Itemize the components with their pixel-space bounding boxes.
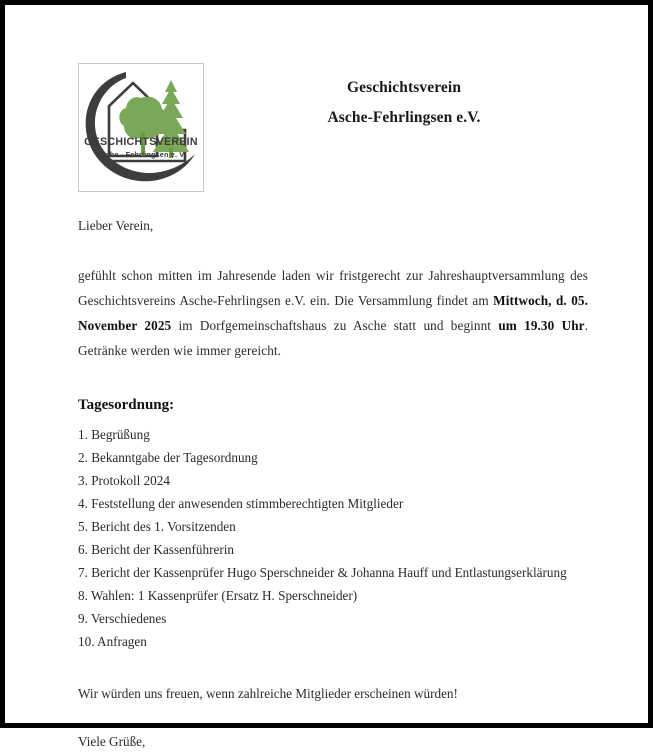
- signoff: Viele Grüße,: [78, 734, 146, 749]
- closing-line: Wir würden uns freuen, wenn zahlreiche Mitglieder erscheinen würden!: [78, 686, 458, 701]
- list-item: 1. Begrüßung: [78, 427, 150, 442]
- org-name-line1: Geschichtsverein: [346, 79, 462, 96]
- logo-title-text: GESCHICHTSVEREIN: [84, 136, 198, 148]
- intro-paragraph: [78, 263, 588, 363]
- logo-graphic: [79, 64, 203, 191]
- list-item: 7. Bericht der Kassenprüfer Hugo Sperschneider & Johanna Hauff und Entlastungserklärung: [78, 565, 567, 580]
- list-item: 2. Bekanntgabe der Tagesordnung: [78, 450, 258, 465]
- org-name-line2: Asche-Fehrlingsen e.V.: [327, 109, 481, 126]
- agenda-list: [78, 423, 588, 653]
- list-item: 9. Verschiedenes: [78, 611, 167, 626]
- list-item: 4. Feststellung der anwesenden stimmberechtigten Mitglieder: [78, 496, 404, 511]
- intro-part-1: gefühlt schon mitten im Jahresende laden wir fristgerecht zur Jahreshauptversammlung des Geschichtsvereins Asche-Fehrlingsen e.V. ein. Die Versammlung findet am: [78, 268, 588, 308]
- agenda-heading: Tagesordnung:: [78, 397, 175, 413]
- intro-part-3: . Getränke werden wie immer gereicht.: [78, 318, 589, 358]
- letter-body: [78, 215, 588, 753]
- page-content-area: [5, 5, 648, 749]
- meeting-date: Mittwoch, d. 05. November 2025: [78, 293, 588, 333]
- list-item: 8. Wahlen: 1 Kassenprüfer (Ersatz H. Sperschneider): [78, 588, 358, 603]
- list-item: 3. Protokoll 2024: [78, 473, 170, 488]
- organization-title: [218, 73, 590, 133]
- salutation: Lieber Verein,: [78, 218, 154, 233]
- geschichtsverein-logo: [78, 63, 204, 192]
- logo-subtitle-text: Asche - Fehrlingsen e. V.: [96, 150, 186, 159]
- list-item: 6. Bericht der Kassenführerin: [78, 542, 234, 557]
- meeting-time: um 19.30 Uhr: [498, 318, 585, 333]
- letterhead: [78, 63, 590, 197]
- list-item: 10. Anfragen: [78, 634, 147, 649]
- intro-part-2: im Dorfgemeinschaftshaus zu Asche statt und beginnt: [171, 318, 499, 333]
- list-item: 5. Bericht des 1. Vorsitzenden: [78, 519, 236, 534]
